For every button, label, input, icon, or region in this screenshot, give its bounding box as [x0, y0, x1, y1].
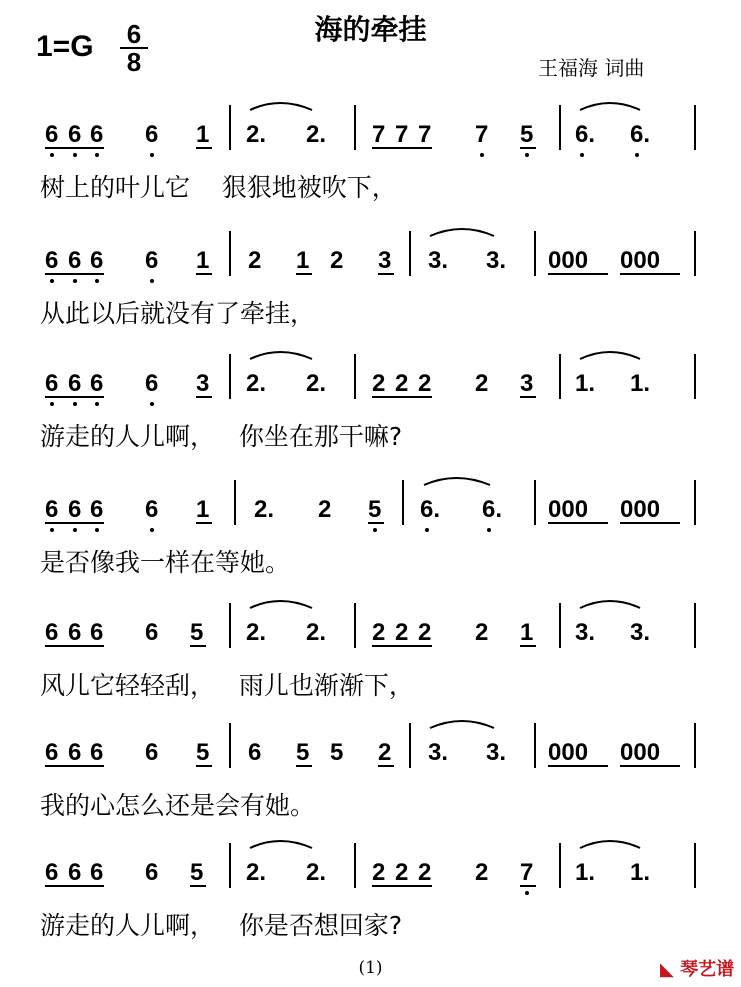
- svg-text:6: 6: [145, 121, 159, 148]
- svg-text:2: 2: [330, 247, 344, 274]
- key-signature: 1=G: [36, 30, 94, 63]
- music-system-2: [0, 226, 741, 356]
- svg-text:6: 6: [68, 619, 82, 646]
- svg-text:6: 6: [45, 121, 59, 148]
- svg-text:2: 2: [372, 370, 386, 397]
- svg-text:2.: 2.: [246, 619, 267, 646]
- svg-text:3.: 3.: [630, 619, 651, 646]
- svg-text:2: 2: [395, 859, 409, 886]
- svg-text:6.: 6.: [630, 121, 651, 148]
- svg-text:5: 5: [190, 859, 204, 886]
- music-system-5: [0, 598, 741, 728]
- svg-text:6: 6: [145, 619, 159, 646]
- music-system-6: [0, 718, 741, 848]
- lyrics-line-7: 游走的人儿啊， 你是否想回家?: [40, 911, 403, 940]
- svg-text:6: 6: [145, 739, 159, 766]
- svg-text:3: 3: [196, 370, 210, 397]
- song-title: 海的牵挂: [314, 13, 427, 46]
- svg-text:6: 6: [45, 247, 59, 274]
- svg-text:6: 6: [68, 247, 82, 274]
- svg-text:2: 2: [248, 247, 262, 274]
- svg-text:3: 3: [378, 247, 392, 274]
- svg-text:3.: 3.: [428, 247, 449, 274]
- svg-text:3.: 3.: [428, 739, 449, 766]
- svg-text:000: 000: [548, 739, 589, 766]
- svg-text:7: 7: [520, 859, 534, 886]
- svg-text:2: 2: [418, 859, 432, 886]
- svg-text:2: 2: [372, 859, 386, 886]
- lyrics-line-3: 游走的人儿啊， 你坐在那干嘛?: [40, 422, 403, 451]
- svg-text:1: 1: [520, 619, 534, 646]
- time-signature: [120, 19, 148, 77]
- svg-text:2.: 2.: [246, 370, 267, 397]
- svg-text:000: 000: [548, 247, 589, 274]
- svg-text:6.: 6.: [482, 496, 503, 523]
- svg-text:3: 3: [520, 370, 534, 397]
- svg-text:7: 7: [475, 121, 489, 148]
- svg-text:6: 6: [68, 370, 82, 397]
- svg-text:1: 1: [296, 247, 310, 274]
- time-signature-top: 6: [126, 19, 142, 49]
- svg-text:1: 1: [196, 496, 210, 523]
- svg-text:6: 6: [68, 121, 82, 148]
- logo-icon: ◣: [660, 959, 674, 980]
- svg-text:5: 5: [296, 739, 310, 766]
- notation-row-7: [0, 838, 741, 898]
- lyrics-line-2: 从此以后就没有了牵挂，: [40, 299, 316, 328]
- svg-text:6.: 6.: [420, 496, 441, 523]
- svg-text:000: 000: [620, 247, 661, 274]
- notation-row-6: [0, 718, 741, 778]
- svg-text:5: 5: [190, 619, 204, 646]
- music-system-1: [0, 100, 741, 230]
- svg-text:6: 6: [90, 370, 104, 397]
- svg-text:2.: 2.: [306, 121, 327, 148]
- svg-text:6: 6: [90, 619, 104, 646]
- composer-credit: 王福海 词曲: [538, 56, 645, 80]
- notation-row-5: [0, 598, 741, 658]
- time-signature-bottom: 8: [126, 47, 142, 77]
- svg-text:6: 6: [45, 619, 59, 646]
- svg-text:1: 1: [196, 121, 210, 148]
- svg-text:2: 2: [395, 370, 409, 397]
- svg-text:2.: 2.: [246, 859, 267, 886]
- svg-text:2: 2: [318, 496, 332, 523]
- svg-text:1.: 1.: [575, 370, 596, 397]
- lyrics-line-5: 风儿它轻轻刮， 雨儿也渐渐下，: [40, 671, 414, 700]
- svg-text:6: 6: [90, 247, 104, 274]
- svg-text:6: 6: [45, 370, 59, 397]
- svg-text:7: 7: [395, 121, 409, 148]
- music-system-4: [0, 475, 741, 605]
- svg-text:1.: 1.: [630, 370, 651, 397]
- svg-text:3.: 3.: [575, 619, 596, 646]
- logo-text: 琴艺谱: [680, 959, 735, 980]
- svg-text:2.: 2.: [306, 619, 327, 646]
- svg-text:6: 6: [145, 247, 159, 274]
- svg-text:2.: 2.: [254, 496, 275, 523]
- svg-text:6: 6: [90, 739, 104, 766]
- svg-text:1.: 1.: [575, 859, 596, 886]
- svg-text:7: 7: [418, 121, 432, 148]
- svg-text:6: 6: [68, 859, 82, 886]
- svg-text:1.: 1.: [630, 859, 651, 886]
- svg-text:6: 6: [45, 496, 59, 523]
- svg-text:2: 2: [418, 619, 432, 646]
- svg-text:5: 5: [330, 739, 344, 766]
- svg-text:2: 2: [395, 619, 409, 646]
- svg-text:6.: 6.: [575, 121, 596, 148]
- svg-text:5: 5: [520, 121, 534, 148]
- svg-text:3.: 3.: [486, 739, 507, 766]
- notation-row-2: [0, 226, 741, 286]
- svg-text:000: 000: [620, 496, 661, 523]
- svg-text:6: 6: [145, 370, 159, 397]
- svg-text:000: 000: [620, 739, 661, 766]
- svg-text:1: 1: [196, 247, 210, 274]
- lyrics-line-4: 是否像我一样在等她。: [40, 548, 291, 577]
- svg-text:2.: 2.: [246, 121, 267, 148]
- svg-text:6: 6: [90, 121, 104, 148]
- svg-text:2: 2: [372, 619, 386, 646]
- lyrics-line-1: 树上的叶儿它 狠狠地被吹下，: [40, 173, 397, 202]
- svg-text:6: 6: [90, 496, 104, 523]
- svg-text:5: 5: [368, 496, 382, 523]
- svg-text:2: 2: [418, 370, 432, 397]
- svg-text:6: 6: [68, 496, 82, 523]
- svg-text:6: 6: [90, 859, 104, 886]
- svg-text:6: 6: [68, 739, 82, 766]
- svg-text:6: 6: [45, 859, 59, 886]
- svg-text:2: 2: [475, 859, 489, 886]
- svg-text:2: 2: [378, 739, 392, 766]
- notation-row-4: [0, 475, 741, 535]
- notation-row-3: [0, 349, 741, 409]
- music-system-7: [0, 838, 741, 968]
- page-number: (1): [358, 958, 383, 978]
- svg-text:6: 6: [145, 859, 159, 886]
- svg-text:000: 000: [548, 496, 589, 523]
- site-logo: [660, 955, 734, 981]
- svg-text:2.: 2.: [306, 370, 327, 397]
- svg-text:7: 7: [372, 121, 386, 148]
- notation-row-1: [0, 100, 741, 160]
- svg-text:3.: 3.: [486, 247, 507, 274]
- svg-text:2.: 2.: [306, 859, 327, 886]
- lyrics-line-6: 我的心怎么还是会有她。: [40, 791, 316, 820]
- music-system-3: [0, 349, 741, 479]
- svg-text:6: 6: [145, 496, 159, 523]
- svg-text:2: 2: [475, 619, 489, 646]
- svg-text:6: 6: [45, 739, 59, 766]
- svg-text:2: 2: [475, 370, 489, 397]
- svg-text:5: 5: [196, 739, 210, 766]
- svg-text:6: 6: [248, 739, 262, 766]
